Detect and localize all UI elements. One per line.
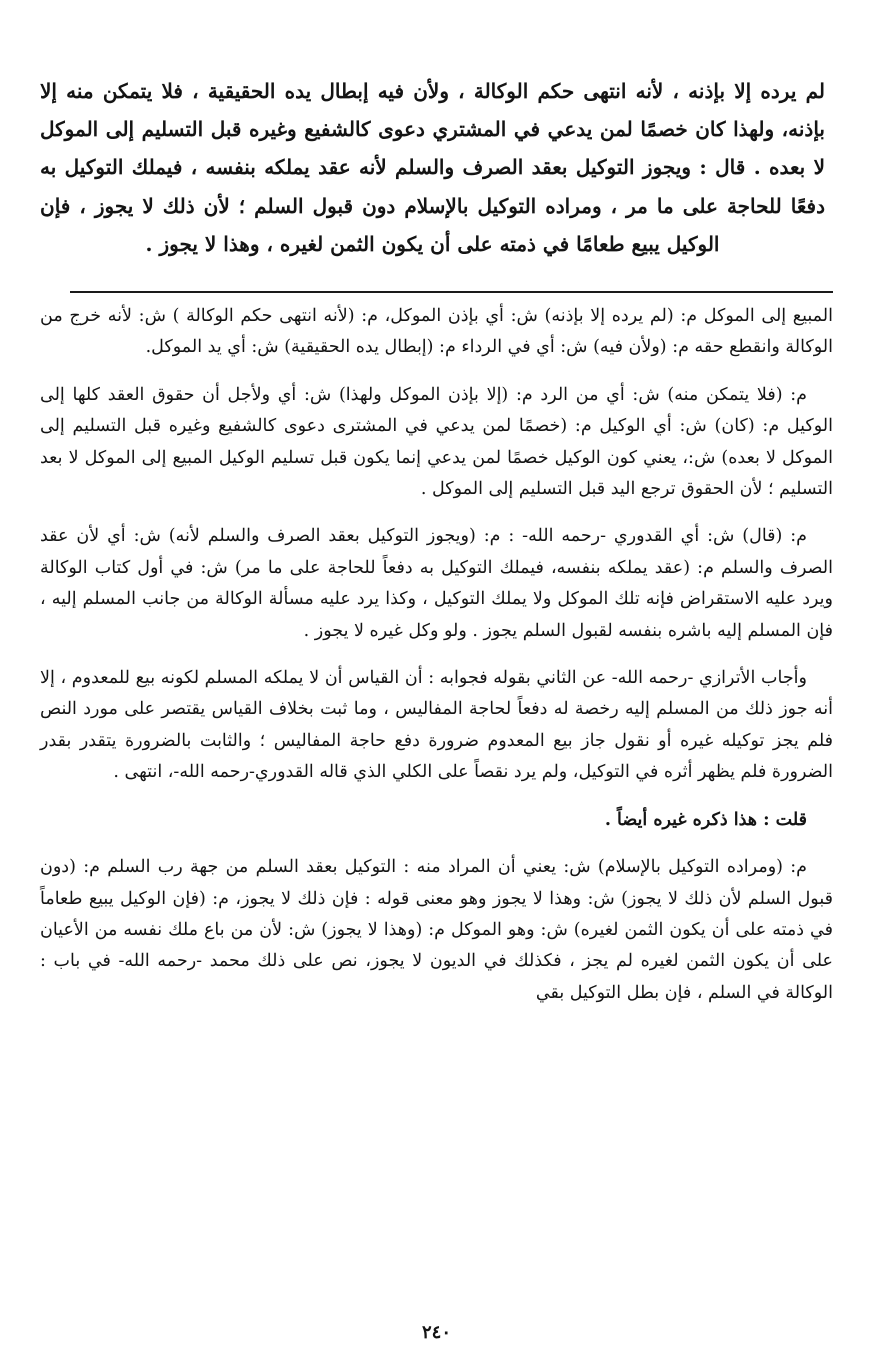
commentary-paragraph-3: م: (قال) ش: أي القدوري -رحمه الله- : م: (ويجوز التوكيل بعقد الصرف والسلم لأنه) ش: أي لأن عقد الصرف والسلم م: (عقد يملكه بنفسه، فيملك التوكيل به دفعاً للحاجة على ما مر) ش: في أول كتاب الوكالة ويرد عليه الاستقراض فإنه تلك الموكل ولا يملك التوكيل ، وكذا يرد عليه مسألة الوكالة من جانب المسلم إليه ، فإن المسلم إليه باشره بنفسه لقبول السلم يجوز . ولو وكل غيره لا يجوز . [40, 526, 833, 641]
commentary-paragraph-5: م: (ومراده التوكيل بالإسلام) ش: يعني أن المراد منه : التوكيل بعقد السلم من جهة رب السلم م: (دون قبول السلم لأن ذلك لا يجوز) ش: وهذا لا يجوز وهو معنى قوله : فإن ذلك لا يجوز، م: (فإن الوكيل يبيع طعاماً في ذمته على أن يكون الثمن لغيره) ش: وهو الموكل م: (وهذا لا يجوز) ش: لأن من باع ملك نفسه من الأعيان على أن يكون الثمن لغيره لم يجز ، فكذلك في الديون لا يجوز، نص على ذلك محمد -رحمه الله- في باب : الوكالة في السلم ، فإن بطل التوكيل بقي [40, 857, 833, 1003]
commentary-paragraph-4: وأجاب الأترازي -رحمه الله- عن الثاني بقوله فجوابه : أن القياس أن لا يملكه المسلم لكونه بيع للمعدوم ، إلا أنه جوز ذلك من المسلم إليه رخصة له دفعاً لحاجة المفاليس ، وما ثبت بخلاف القياس يقتصر على مورد النص فلم يجز توكيله غيره أو نقول جاز بيع المعدوم ضرورة دفع حاجة المفاليس ؛ والثابت بالضرورة يتقدر بقدر الضرورة فلم يظهر أثره في التوكيل، ولم يرد نقصاً على الكلي الذي قاله القدوري-رحمه الله-، انتهى . [40, 668, 833, 783]
commentary-note: قلت : هذا ذكره غيره أيضاً . [604, 809, 807, 830]
commentary-paragraph-1: المبيع إلى الموكل م: (لم يرده إلا بإذنه) ش: أي بإذن الموكل، م: (لأنه انتهى حكم الوكالة ) ش: لأنه خرج من الوكالة وانقطع حقه م: (ولأن فيه) ش: أي في الرداء م: (إبطال يده الحقيقية) ش: أي يد الموكل. [40, 306, 833, 358]
page-number: ٢٤٠ [421, 1322, 451, 1343]
main-text: لم يرده إلا بإذنه ، لأنه انتهى حكم الوكالة ، ولأن فيه إبطال يده الحقيقية ، فلا يتمكن منه إلا بإذنه، ولهذا كان خصمًا لمن يدعي في المشتري دعوى كالشفيع وغيره قبل التسليم إلى الموكل لا بعده . قال : ويجوز التوكيل بعقد الصرف والسلم لأنه عقد يملكه بنفسه ، فيملك التوكيل به دفعًا للحاجة على ما مر ، ومراده التوكيل بالإسلام دون قبول السلم ؛ لأن ذلك لا يجوز ، فإن الوكيل يبيع طعامًا في ذمته على أن يكون الثمن لغيره ، وهذا لا يجوز . [40, 79, 825, 256]
commentary-paragraph-2: م: (فلا يتمكن منه) ش: أي من الرد م: (إلا بإذن الموكل ولهذا) ش: أي ولأجل أن حقوق العقد كلها إلى الوكيل م: (كان) ش: أي الوكيل م: (خصمًا لمن يدعي في المشترى دعوى كالشفيع وغيره قبل التسليم إلى الموكل لا بعده) ش:، يعني كون الوكيل خصمًا لمن يدعي إنما يكون قبل تسليم الوكيل المبيع إلى الموكل لا بعد التسليم ؛ لأن الحقوق ترجع اليد قبل التسليم إلى الموكل . [40, 384, 833, 500]
footnote-separator [70, 291, 833, 293]
book-page [40, 72, 833, 1371]
commentary [40, 301, 833, 1009]
